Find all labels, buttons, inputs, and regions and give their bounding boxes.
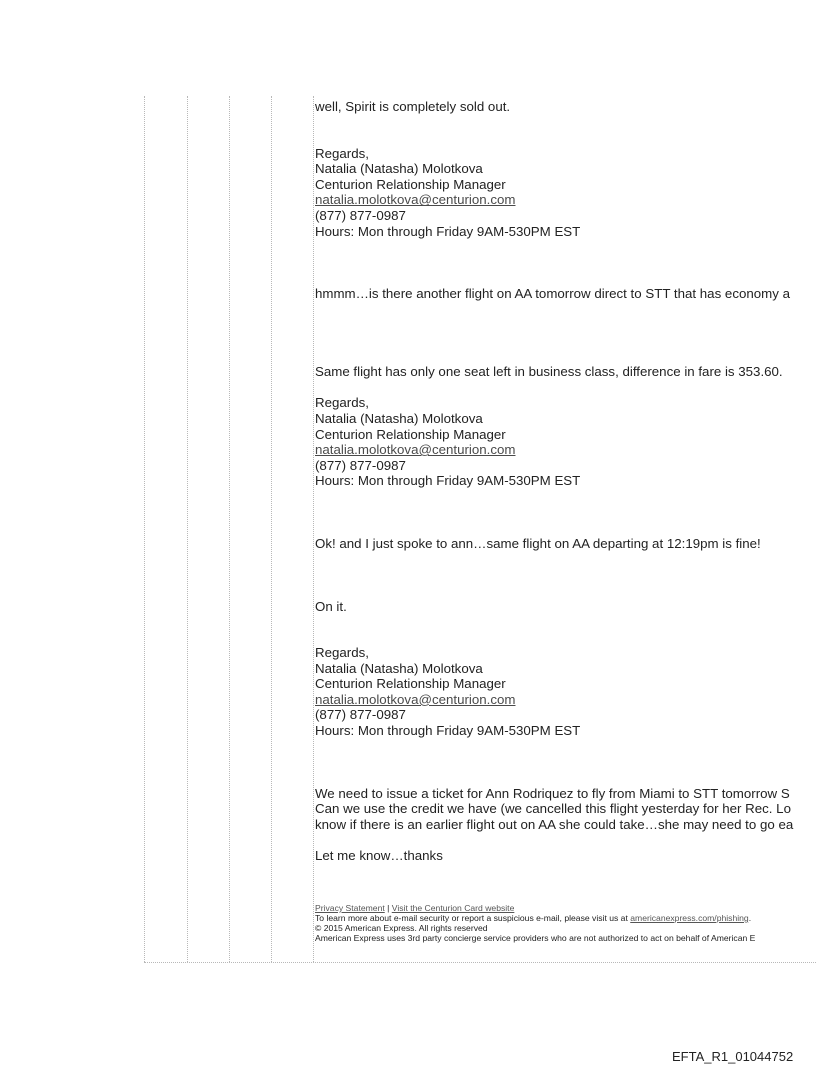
signature-regards: Regards, [315, 145, 369, 161]
signature-name: Natalia (Natasha) Molotkova [315, 161, 483, 177]
footer-copyright: © 2015 American Express. All rights reserved [315, 923, 488, 934]
message-text: Same flight has only one seat left in business class, difference in fare is 353.60. [315, 363, 783, 379]
signature-block [315, 146, 816, 240]
footer-period: . [748, 913, 752, 924]
message-text: Let me know…thanks [315, 848, 443, 864]
message-text: Ok! and I just spoke to ann…same flight on AA departing at 12:19pm is fine! [315, 535, 761, 551]
signature-title: Centurion Relationship Manager [315, 676, 506, 692]
message-text: On it. [315, 598, 347, 614]
phishing-link[interactable]: americanexpress.com/phishing [630, 913, 749, 924]
signature-hours: Hours: Mon through Friday 9AM-530PM EST [315, 473, 581, 489]
footer-security-text: To learn more about e-mail security or report a suspicious e-mail, please visit us at [315, 913, 631, 924]
signature-email-link[interactable]: natalia.molotkova@centurion.com [315, 691, 516, 707]
quote-divider-2 [187, 96, 188, 962]
document-id: EFTA_R1_01044752 [672, 1049, 794, 1064]
signature-hours: Hours: Mon through Friday 9AM-530PM EST [315, 223, 581, 239]
signature-regards: Regards, [315, 395, 369, 411]
signature-title: Centurion Relationship Manager [315, 426, 506, 442]
signature-hours: Hours: Mon through Friday 9AM-530PM EST [315, 723, 581, 739]
signature-email-link[interactable]: natalia.molotkova@centurion.com [315, 192, 516, 208]
signature-email-link[interactable]: natalia.molotkova@centurion.com [315, 442, 516, 458]
signature-title: Centurion Relationship Manager [315, 176, 506, 192]
message-text: well, Spirit is completely sold out. [315, 99, 511, 114]
signature-name: Natalia (Natasha) Molotkova [315, 660, 483, 676]
message-text: know if there is an earlier flight out on AA she could take…she may need to go ea [315, 816, 794, 832]
message-text: We need to issue a ticket for Ann Rodriquez to fly from Miami to STT tomorrow S [315, 785, 790, 801]
quote-divider-1 [144, 96, 145, 962]
footer-disclaimer: American Express uses 3rd party concierge service providers who are not authorized to act on behalf of American E [315, 933, 756, 944]
message-text: Can we use the credit we have (we cancelled this flight yesterday for her Rec. Lo [315, 801, 791, 817]
centurion-website-link[interactable]: Visit the Centurion Card website [391, 903, 515, 914]
message-text: hmmm…is there another flight on AA tomorrow direct to STT that has economy a [315, 286, 790, 302]
signature-phone: (877) 877-0987 [315, 207, 406, 223]
signature-phone: (877) 877-0987 [315, 707, 406, 723]
email-thread [315, 97, 816, 943]
email-footer [315, 903, 816, 943]
privacy-statement-link[interactable]: Privacy Statement [315, 903, 385, 914]
bottom-divider [144, 962, 816, 963]
signature-block [315, 395, 816, 489]
signature-phone: (877) 877-0987 [315, 457, 406, 473]
quote-divider-3 [229, 96, 230, 962]
quote-divider-5 [313, 96, 314, 962]
signature-name: Natalia (Natasha) Molotkova [315, 410, 483, 426]
quote-divider-4 [271, 96, 272, 962]
signature-block [315, 645, 816, 739]
signature-regards: Regards, [315, 645, 369, 661]
footer-separator: | [384, 903, 392, 914]
